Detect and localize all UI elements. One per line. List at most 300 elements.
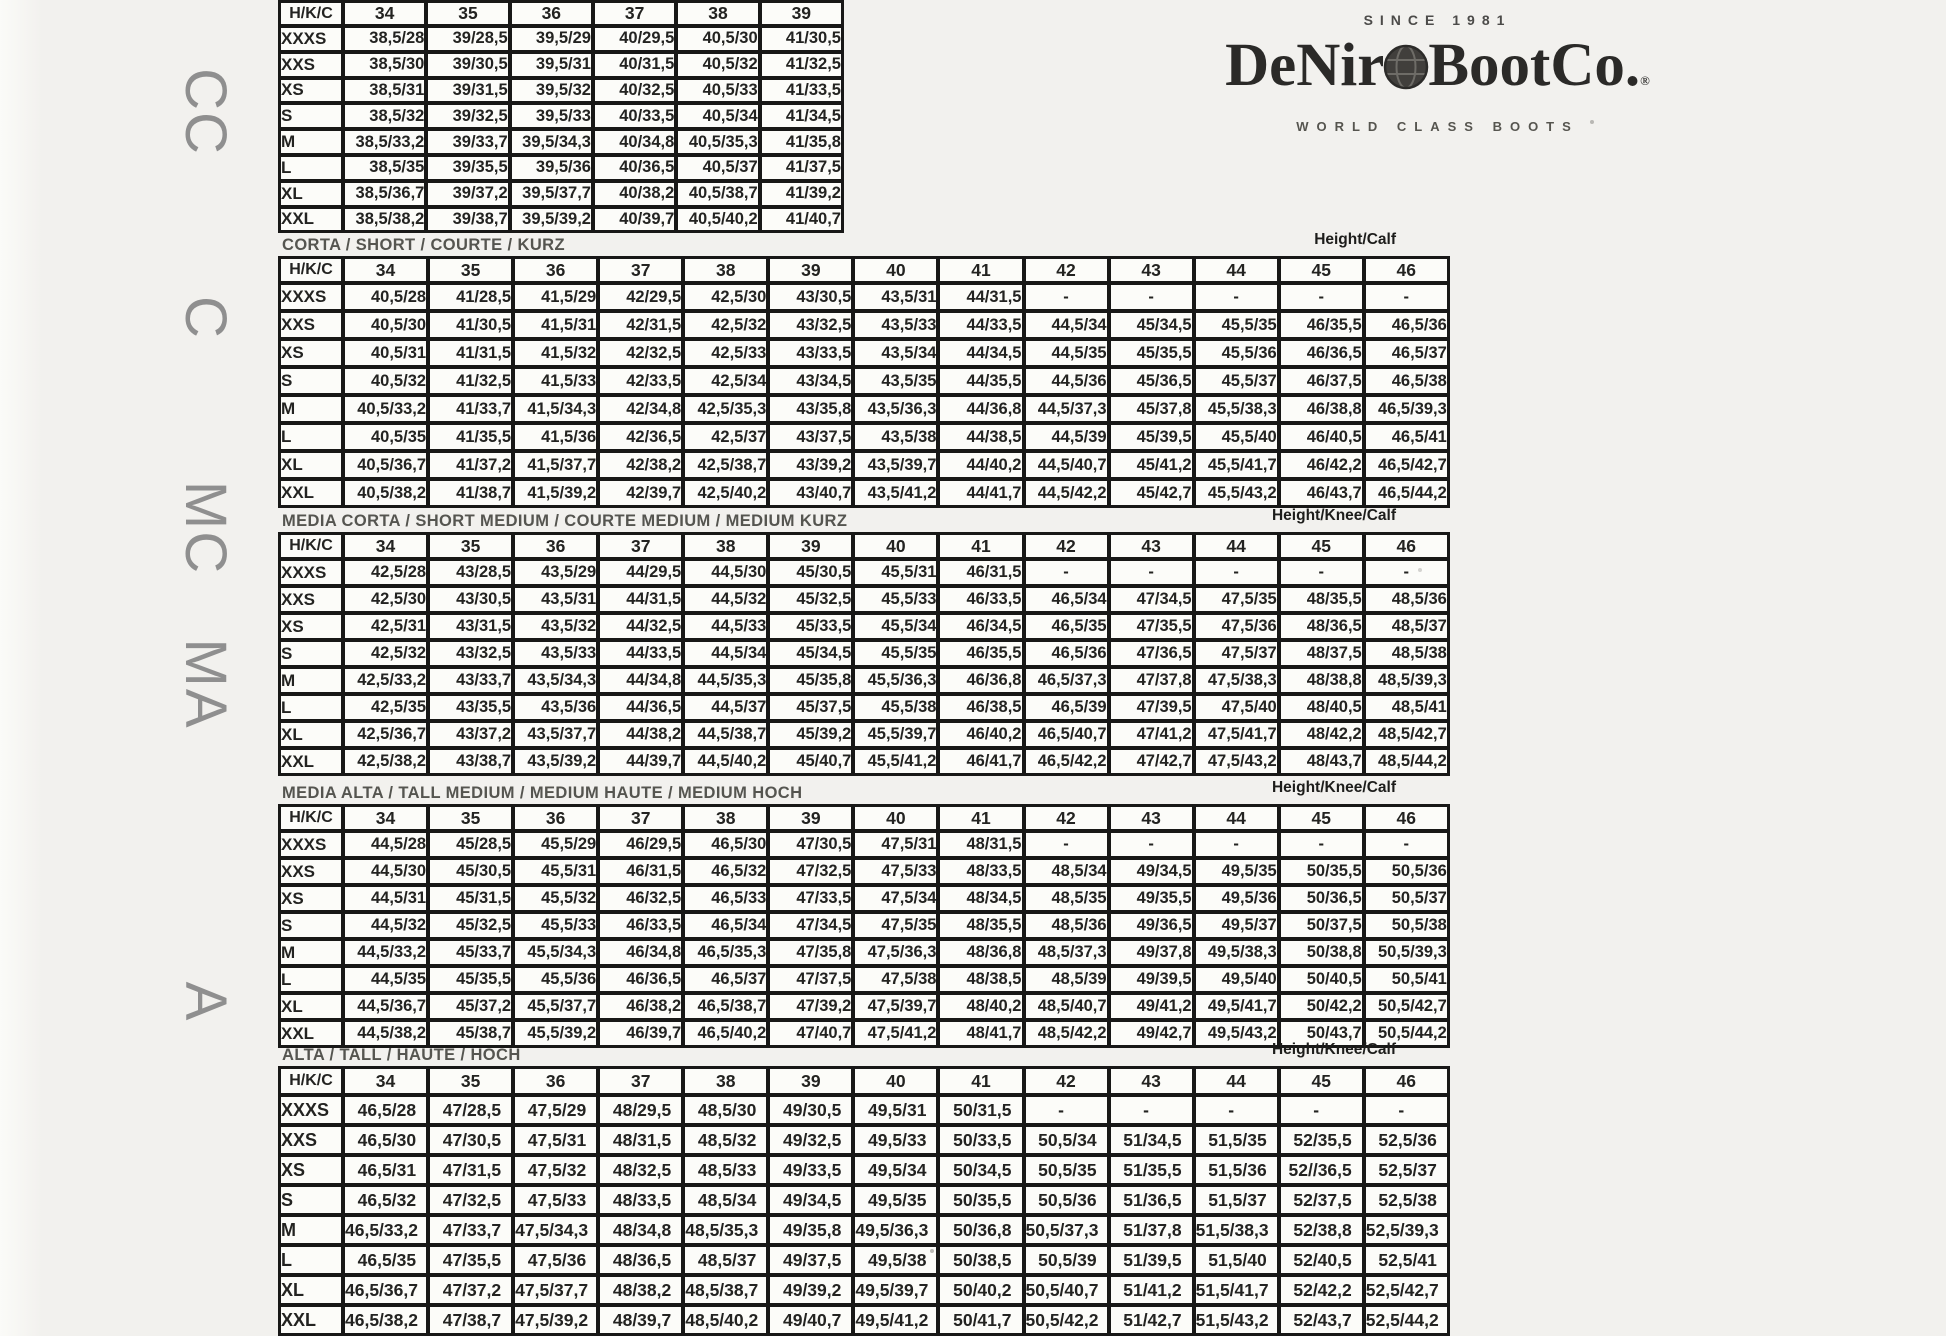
size-cell: 48/34,8 xyxy=(598,1215,683,1245)
size-cell: 46,5/33,2 xyxy=(343,1215,428,1245)
size-cell: 47/32,5 xyxy=(428,1185,513,1215)
size-cell: 49,5/34 xyxy=(853,1155,938,1185)
size-cell: 49/39,2 xyxy=(768,1275,853,1305)
size-cell: 44,5/40,7 xyxy=(1024,451,1109,479)
size-cell: 49/33,5 xyxy=(768,1155,853,1185)
size-cell: 46,5/38,2 xyxy=(343,1305,428,1335)
size-table-ma xyxy=(278,804,1448,1046)
size-cell: 45,5/43,2 xyxy=(1194,479,1279,507)
row-label: XXL xyxy=(279,1020,343,1047)
size-cell: 44,5/42,2 xyxy=(1024,479,1109,507)
column-header: 43 xyxy=(1109,257,1194,283)
size-cell: 41/33,5 xyxy=(760,78,843,104)
size-cell: - xyxy=(1364,1095,1449,1125)
size-cell: 40,5/35 xyxy=(343,423,428,451)
size-cell: 49/35,8 xyxy=(768,1215,853,1245)
size-cell: 47,5/41,7 xyxy=(1194,721,1279,748)
size-cell: 43,5/35 xyxy=(853,367,938,395)
side-label-cc: CC xyxy=(173,68,238,156)
section-band-c xyxy=(280,230,1448,254)
row-label: M xyxy=(279,939,343,966)
size-cell: 46/36,5 xyxy=(598,966,683,993)
scan-speck xyxy=(1590,120,1594,124)
size-cell: 44,5/34 xyxy=(1024,311,1109,339)
size-cell: 47/40,7 xyxy=(768,1020,853,1047)
size-cell: 47,5/36 xyxy=(513,1245,598,1275)
size-cell: 45/37,2 xyxy=(428,993,513,1020)
table-row xyxy=(279,78,843,104)
size-cell: 48/29,5 xyxy=(598,1095,683,1125)
size-cell: 44/33,5 xyxy=(598,640,683,667)
size-cell: 47,5/38,3 xyxy=(1194,667,1279,694)
size-cell: 52/37,5 xyxy=(1279,1185,1364,1215)
size-cell: 51/36,5 xyxy=(1109,1185,1194,1215)
size-cell: 40,5/30 xyxy=(343,311,428,339)
size-cell: 39,5/29 xyxy=(510,26,593,52)
size-cell: 44/39,7 xyxy=(598,748,683,775)
size-cell: 44/33,5 xyxy=(938,311,1023,339)
size-cell: 45/33,5 xyxy=(768,613,853,640)
column-header: 43 xyxy=(1109,805,1194,831)
size-cell: 52,5/37 xyxy=(1364,1155,1449,1185)
size-cell: 42,5/28 xyxy=(343,559,428,586)
size-cell: 49/34,5 xyxy=(1109,858,1194,885)
size-cell: 40,5/40,2 xyxy=(676,207,759,233)
row-label: XXS xyxy=(279,311,343,339)
size-cell: 47,5/31 xyxy=(853,831,938,858)
section-title: CORTA / SHORT / COURTE / KURZ xyxy=(282,236,565,254)
size-cell: 41,5/32 xyxy=(513,339,598,367)
size-cell: 47,5/33 xyxy=(513,1185,598,1215)
size-cell: 43,5/37,7 xyxy=(513,721,598,748)
size-cell: 45,5/40 xyxy=(1194,423,1279,451)
size-cell: 49,5/39,7 xyxy=(853,1275,938,1305)
side-label-a: A xyxy=(173,981,238,1023)
size-cell: - xyxy=(1024,1095,1109,1125)
size-cell: 47/34,5 xyxy=(768,912,853,939)
size-cell: 51/42,7 xyxy=(1109,1305,1194,1335)
size-cell: - xyxy=(1279,559,1364,586)
size-cell: - xyxy=(1194,1095,1279,1125)
size-cell: 41,5/33 xyxy=(513,367,598,395)
table-row xyxy=(279,1215,1449,1245)
logo-name-left: DeNir xyxy=(1225,32,1385,99)
size-cell: 48/40,5 xyxy=(1279,694,1364,721)
size-cell: 48,5/37 xyxy=(1364,613,1449,640)
size-cell: 51/41,2 xyxy=(1109,1275,1194,1305)
size-cell: 46,5/37,3 xyxy=(1024,667,1109,694)
size-cell: 44,5/30 xyxy=(683,559,768,586)
size-cell: 43,5/33 xyxy=(513,640,598,667)
size-cell: 48,5/37,3 xyxy=(1024,939,1109,966)
column-header: 36 xyxy=(513,533,598,559)
size-cell: 46,5/33 xyxy=(683,885,768,912)
table-row xyxy=(279,640,1449,667)
size-cell: 47/39,2 xyxy=(768,993,853,1020)
section-title: ALTA / TALL / HAUTE / HOCH xyxy=(282,1046,521,1064)
size-cell: 48/33,5 xyxy=(938,858,1023,885)
size-cell: 42/38,2 xyxy=(598,451,683,479)
size-cell: 40,5/28 xyxy=(343,283,428,311)
size-cell: 42,5/31 xyxy=(343,613,428,640)
size-cell: 52,5/41 xyxy=(1364,1245,1449,1275)
size-cell: 43/32,5 xyxy=(428,640,513,667)
size-cell: 47,5/39,2 xyxy=(513,1305,598,1335)
size-cell: 44,5/35,3 xyxy=(683,667,768,694)
side-label-c: C xyxy=(173,296,238,340)
size-cell: 41/34,5 xyxy=(760,103,843,129)
size-cell: 43,5/34,3 xyxy=(513,667,598,694)
column-header: 40 xyxy=(853,1067,938,1095)
size-cell: 43,5/41,2 xyxy=(853,479,938,507)
size-cell: 43/34,5 xyxy=(768,367,853,395)
size-cell: 40,5/33 xyxy=(676,78,759,104)
row-label: XXXS xyxy=(279,283,343,311)
size-cell: 45/34,5 xyxy=(768,640,853,667)
size-cell: 44,5/30 xyxy=(343,858,428,885)
size-cell: - xyxy=(1024,559,1109,586)
row-label: L xyxy=(279,966,343,993)
size-cell: 40,5/32 xyxy=(676,52,759,78)
table-row xyxy=(279,311,1449,339)
size-cell: 41/39,2 xyxy=(760,181,843,207)
size-cell: 42/32,5 xyxy=(598,339,683,367)
size-cell: 45,5/36 xyxy=(513,966,598,993)
size-cell: 51,5/40 xyxy=(1194,1245,1279,1275)
size-cell: 45/34,5 xyxy=(1109,311,1194,339)
size-cell: 47/37,8 xyxy=(1109,667,1194,694)
size-cell: 39/35,5 xyxy=(426,155,509,181)
table-row xyxy=(279,451,1449,479)
size-cell: 48/40,2 xyxy=(938,993,1023,1020)
table-row xyxy=(279,155,843,181)
size-cell: 39/30,5 xyxy=(426,52,509,78)
column-header: 42 xyxy=(1024,1067,1109,1095)
size-cell: 44/31,5 xyxy=(598,586,683,613)
size-cell: 48,5/33 xyxy=(683,1155,768,1185)
table-row xyxy=(279,667,1449,694)
size-cell: 44/34,5 xyxy=(938,339,1023,367)
size-cell: 46,5/39 xyxy=(1024,694,1109,721)
size-cell: 44,5/34 xyxy=(683,640,768,667)
size-cell: 50/35,5 xyxy=(1279,858,1364,885)
size-cell: 47,5/35 xyxy=(853,912,938,939)
table-header-row xyxy=(279,257,1449,283)
size-cell: - xyxy=(1279,283,1364,311)
size-cell: 42,5/30 xyxy=(683,283,768,311)
size-cell: 43/37,5 xyxy=(768,423,853,451)
size-cell: - xyxy=(1109,1095,1194,1125)
size-cell: 49,5/38,3 xyxy=(1194,939,1279,966)
table-row xyxy=(279,283,1449,311)
size-cell: 48/36,8 xyxy=(938,939,1023,966)
size-cell: 47/28,5 xyxy=(428,1095,513,1125)
height-calf-label: Height/Knee/Calf xyxy=(1271,779,1396,796)
size-cell: 46,5/35 xyxy=(1024,613,1109,640)
size-cell: 48/37,5 xyxy=(1279,640,1364,667)
size-cell: 50,5/37 xyxy=(1364,885,1449,912)
row-label: XL xyxy=(279,451,343,479)
size-cell: 49,5/41,2 xyxy=(853,1305,938,1335)
size-cell: 50,5/38 xyxy=(1364,912,1449,939)
size-cell: 38,5/32 xyxy=(343,103,426,129)
size-cell: 42,5/30 xyxy=(343,586,428,613)
size-cell: 42,5/32 xyxy=(683,311,768,339)
size-cell: 43/35,8 xyxy=(768,395,853,423)
size-cell: 42,5/34 xyxy=(683,367,768,395)
column-header: 35 xyxy=(428,257,513,283)
size-cell: 42,5/33 xyxy=(683,339,768,367)
size-cell: 45/35,5 xyxy=(1109,339,1194,367)
size-cell: 45/32,5 xyxy=(428,912,513,939)
size-cell: 41/30,5 xyxy=(760,26,843,52)
size-cell: 49/37,8 xyxy=(1109,939,1194,966)
size-cell: - xyxy=(1194,831,1279,858)
size-cell: 46,5/44,2 xyxy=(1364,479,1449,507)
size-cell: 40/36,5 xyxy=(593,155,676,181)
size-cell: 45/30,5 xyxy=(428,858,513,885)
table-row xyxy=(279,129,843,155)
table-header-row xyxy=(279,1,843,26)
size-cell: 46,5/38 xyxy=(1364,367,1449,395)
size-cell: 45,5/35 xyxy=(1194,311,1279,339)
column-header: 41 xyxy=(938,257,1023,283)
size-cell: 46/37,5 xyxy=(1279,367,1364,395)
size-cell: 45,5/41,2 xyxy=(853,748,938,775)
size-cell: 52/38,8 xyxy=(1279,1215,1364,1245)
size-cell: 46,5/32 xyxy=(683,858,768,885)
size-cell: 47/39,5 xyxy=(1109,694,1194,721)
size-cell: 44,5/38,7 xyxy=(683,721,768,748)
scan-speck xyxy=(1418,568,1422,572)
size-cell: 48,5/41 xyxy=(1364,694,1449,721)
table-row xyxy=(279,1275,1449,1305)
size-cell: 50/41,7 xyxy=(938,1305,1023,1335)
size-cell: 47,5/32 xyxy=(513,1155,598,1185)
size-cell: 44/36,5 xyxy=(598,694,683,721)
size-cell: 48/35,5 xyxy=(938,912,1023,939)
column-header: 38 xyxy=(683,257,768,283)
size-cell: 39/38,7 xyxy=(426,207,509,233)
size-cell: 48,5/34 xyxy=(683,1185,768,1215)
size-cell: 48,5/35 xyxy=(1024,885,1109,912)
table-row xyxy=(279,1125,1449,1155)
size-cell: 46,5/36 xyxy=(1024,640,1109,667)
size-cell: 50,5/39,3 xyxy=(1364,939,1449,966)
size-cell: 46,5/42,2 xyxy=(1024,748,1109,775)
size-cell: 50/37,5 xyxy=(1279,912,1364,939)
size-cell: 40/32,5 xyxy=(593,78,676,104)
size-cell: 46,5/40,2 xyxy=(683,1020,768,1047)
size-cell: 46,5/42,7 xyxy=(1364,451,1449,479)
size-cell: 52//36,5 xyxy=(1279,1155,1364,1185)
size-cell: - xyxy=(1364,559,1449,586)
size-table-a xyxy=(278,1066,1448,1334)
size-cell: 40,5/37 xyxy=(676,155,759,181)
column-header: 41 xyxy=(938,1067,1023,1095)
size-cell: 48,5/30 xyxy=(683,1095,768,1125)
table-row xyxy=(279,613,1449,640)
size-cell: 47/36,5 xyxy=(1109,640,1194,667)
size-cell: 47,5/39,7 xyxy=(853,993,938,1020)
size-cell: 47,5/33 xyxy=(853,858,938,885)
size-cell: 45/37,8 xyxy=(1109,395,1194,423)
size-cell: 49/37,5 xyxy=(768,1245,853,1275)
size-cell: 45,5/37 xyxy=(1194,367,1279,395)
size-cell: 41/38,7 xyxy=(428,479,513,507)
size-cell: 47,5/34 xyxy=(853,885,938,912)
section-band-mc xyxy=(280,506,1448,530)
size-cell: 48/31,5 xyxy=(598,1125,683,1155)
size-cell: 46/41,7 xyxy=(938,748,1023,775)
row-label: S xyxy=(279,912,343,939)
row-label: XXXS xyxy=(279,831,343,858)
size-cell: 45/41,2 xyxy=(1109,451,1194,479)
column-header: 42 xyxy=(1024,805,1109,831)
globe-icon xyxy=(1383,39,1429,103)
size-cell: 50/36,5 xyxy=(1279,885,1364,912)
size-cell: 39/37,2 xyxy=(426,181,509,207)
row-label: S xyxy=(279,1185,343,1215)
size-cell: 48/36,5 xyxy=(1279,613,1364,640)
corner-header: H/K/C xyxy=(279,805,343,831)
size-cell: 40,5/38,7 xyxy=(676,181,759,207)
column-header: 38 xyxy=(676,1,759,26)
size-cell: 48,5/39,3 xyxy=(1364,667,1449,694)
size-cell: 45/35,5 xyxy=(428,966,513,993)
size-cell: 43/31,5 xyxy=(428,613,513,640)
size-cell: 46,5/31 xyxy=(343,1155,428,1185)
size-cell: 48/34,5 xyxy=(938,885,1023,912)
size-cell: 46,5/35 xyxy=(343,1245,428,1275)
size-cell: 48,5/40,2 xyxy=(683,1305,768,1335)
size-cell: 45,5/33 xyxy=(853,586,938,613)
row-label: XXL xyxy=(279,1305,343,1335)
size-cell: 48/41,7 xyxy=(938,1020,1023,1047)
size-cell: 46/31,5 xyxy=(938,559,1023,586)
section-band-a xyxy=(280,1040,1448,1064)
row-label: L xyxy=(279,423,343,451)
table-row xyxy=(279,479,1449,507)
corner-header: H/K/C xyxy=(279,1,343,26)
size-cell: 52/43,7 xyxy=(1279,1305,1364,1335)
table-row xyxy=(279,1245,1449,1275)
size-cell: 46,5/36,7 xyxy=(343,1275,428,1305)
size-cell: 46,5/40,7 xyxy=(1024,721,1109,748)
size-cell: 50/40,2 xyxy=(938,1275,1023,1305)
size-cell: 49,5/35 xyxy=(1194,858,1279,885)
size-cell: 42/36,5 xyxy=(598,423,683,451)
size-cell: 41/31,5 xyxy=(428,339,513,367)
logo-tagline: WORLD CLASS BOOTS xyxy=(1296,119,1579,134)
registered-mark: ® xyxy=(1640,73,1650,88)
size-cell: 52,5/36 xyxy=(1364,1125,1449,1155)
size-cell: 52,5/42,7 xyxy=(1364,1275,1449,1305)
size-cell: 43,5/31 xyxy=(853,283,938,311)
table-row xyxy=(279,1305,1449,1335)
column-header: 35 xyxy=(428,1067,513,1095)
size-table-cc xyxy=(278,0,842,229)
size-cell: 45,5/33 xyxy=(513,912,598,939)
size-cell: 45/36,5 xyxy=(1109,367,1194,395)
size-cell: 44,5/38,2 xyxy=(343,1020,428,1047)
size-cell: 46/31,5 xyxy=(598,858,683,885)
scan-speck xyxy=(930,1249,934,1253)
column-header: 37 xyxy=(598,257,683,283)
column-header: 34 xyxy=(343,533,428,559)
column-header: 44 xyxy=(1194,805,1279,831)
size-cell: 44,5/40,2 xyxy=(683,748,768,775)
size-cell: 40,5/33,2 xyxy=(343,395,428,423)
size-cell: 49,5/31 xyxy=(853,1095,938,1125)
size-cell: 49/30,5 xyxy=(768,1095,853,1125)
size-cell: 49/42,7 xyxy=(1109,1020,1194,1047)
size-cell: 50,5/40,7 xyxy=(1024,1275,1109,1305)
size-cell: 42,5/33,2 xyxy=(343,667,428,694)
size-cell: 39,5/36 xyxy=(510,155,593,181)
size-cell: 43,5/29 xyxy=(513,559,598,586)
size-cell: 45,5/32 xyxy=(513,885,598,912)
table-row xyxy=(279,367,1449,395)
corner-header: H/K/C xyxy=(279,257,343,283)
size-cell: 50,5/41 xyxy=(1364,966,1449,993)
table-row xyxy=(279,858,1449,885)
size-cell: 46,5/34 xyxy=(683,912,768,939)
corner-header: H/K/C xyxy=(279,1067,343,1095)
size-cell: 39/33,7 xyxy=(426,129,509,155)
column-header: 36 xyxy=(513,805,598,831)
size-cell: 49,5/33 xyxy=(853,1125,938,1155)
size-cell: 46/29,5 xyxy=(598,831,683,858)
size-cell: 50,5/36 xyxy=(1024,1185,1109,1215)
size-cell: 46,5/32 xyxy=(343,1185,428,1215)
size-cell: 44,5/36 xyxy=(1024,367,1109,395)
column-header: 34 xyxy=(343,257,428,283)
table-row xyxy=(279,721,1449,748)
table-row xyxy=(279,939,1449,966)
size-cell: 43,5/36 xyxy=(513,694,598,721)
row-label: M xyxy=(279,667,343,694)
size-cell: 52,5/39,3 xyxy=(1364,1215,1449,1245)
size-cell: 48,5/39 xyxy=(1024,966,1109,993)
size-cell: 50/40,5 xyxy=(1279,966,1364,993)
size-cell: 48/35,5 xyxy=(1279,586,1364,613)
column-header: 38 xyxy=(683,805,768,831)
size-cell: 38,5/36,7 xyxy=(343,181,426,207)
size-cell: 46/38,5 xyxy=(938,694,1023,721)
column-header: 44 xyxy=(1194,1067,1279,1095)
size-cell: 45,5/36,3 xyxy=(853,667,938,694)
size-cell: 40,5/30 xyxy=(676,26,759,52)
size-cell: 40/31,5 xyxy=(593,52,676,78)
size-cell: 41,5/39,2 xyxy=(513,479,598,507)
column-header: 37 xyxy=(598,1067,683,1095)
size-cell: 41/32,5 xyxy=(428,367,513,395)
size-cell: 45,5/34 xyxy=(853,613,938,640)
size-cell: 45/33,7 xyxy=(428,939,513,966)
size-cell: 46,5/34 xyxy=(1024,586,1109,613)
size-cell: 49,5/41,7 xyxy=(1194,993,1279,1020)
size-cell: 47/38,7 xyxy=(428,1305,513,1335)
size-cell: 44,5/35 xyxy=(1024,339,1109,367)
row-label: M xyxy=(279,1215,343,1245)
row-label: XXL xyxy=(279,207,343,233)
column-header: 34 xyxy=(343,805,428,831)
size-cell: 49/34,5 xyxy=(768,1185,853,1215)
size-cell: 45/31,5 xyxy=(428,885,513,912)
column-header: 42 xyxy=(1024,533,1109,559)
column-header: 34 xyxy=(343,1067,428,1095)
